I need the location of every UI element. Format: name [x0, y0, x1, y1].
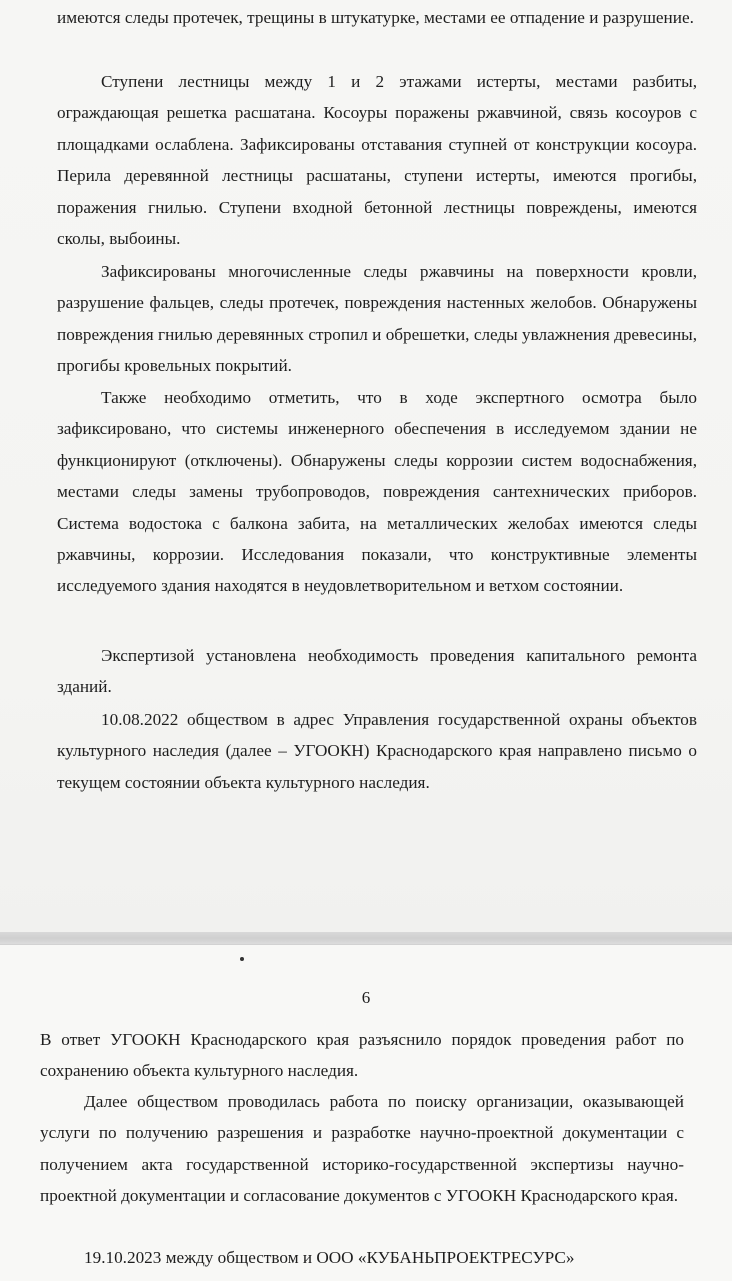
- paragraph-letter-ugookn: 10.08.2022 обществом в адрес Управления государственной охраны объектов культурного наследия (далее – УГООКН) Краснодарского края направлено письмо о текущем состоянии объекта культурного наследия.: [57, 710, 697, 792]
- paragraph-contract-date: 19.10.2023 между обществом и ООО «КУБАНЬПРОЕКТРЕСУРС»: [84, 1248, 575, 1267]
- paragraph-search-organization: Далее обществом проводилась работа по поиску организации, оказывающей услуги по получению разрешения и разработке научно-проектной документации с получением акта государственной историко-государственной экспертизы научно-проектной документации и согласование документов с УГООКН Краснодарского края.: [40, 1092, 684, 1206]
- paragraph-expertise-conclusion: Экспертизой установлена необходимость проведения капитального ремонта зданий.: [57, 646, 697, 697]
- paragraph-stairs: Ступени лестницы между 1 и 2 этажами истерты, местами разбиты, ограждающая решетка расшатана. Косоуры поражены ржавчиной, связь косоуров с площадками ослаблена. Зафиксированы отставания ступней от конструкции косоура. Перила деревянной лестницы расшатаны, ступени истерты, имеются прогибы, поражения гнилью. Ступени входной бетонной лестницы повреждены, имеются сколы, выбоины.: [57, 72, 697, 249]
- page-number: 6: [361, 988, 371, 1007]
- paragraph-roof: Зафиксированы многочисленные следы ржавчины на поверхности кровли, разрушение фальцев, следы протечек, повреждения настенных желобов. Обнаружены повреждения гнилью деревянных стропил и обрешетки, следы увлажнения древесины, прогибы кровельных покрытий.: [57, 262, 697, 376]
- page-separator: [0, 932, 732, 944]
- scan-speck: [240, 957, 244, 961]
- paragraph-engineering-systems: Также необходимо отметить, что в ходе экспертного осмотра было зафиксировано, что системы инженерного обеспечения в исследуемом здании не функционируют (отключены). Обнаружены следы коррозии систем водоснабжения, местами следы замены трубопроводов, повреждения сантехнических приборов. Система водостока с балкона забита, на металлических желобах имеются следы ржавчины, коррозии. Исследования показали, что конструктивные элементы исследуемого здания находятся в неудовлетворительном и ветхом состоянии.: [57, 388, 697, 596]
- paragraph-ugookn-reply: В ответ УГООКН Краснодарского края разъяснило порядок проведения работ по сохранению объекта культурного наследия.: [40, 1030, 684, 1081]
- paragraph-plaster-damage: имеются следы протечек, трещины в штукатурке, местами ее отпадение и разрушение.: [57, 8, 694, 27]
